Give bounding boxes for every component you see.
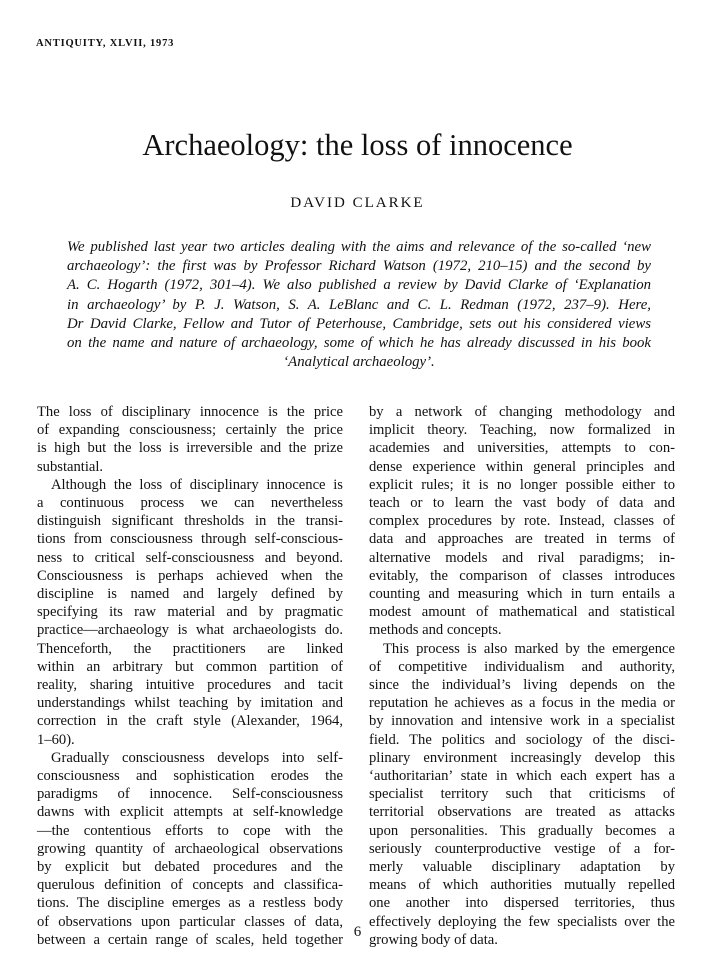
abstract-line: ‘Analytical archaeology’. [283,354,435,371]
text-line: reality, sharing intuitive procedures and tacit [37,677,343,694]
abstract-line: Dr David Clarke, Fellow and Tutor of Peterhouse, Cambridge, sets out his considered views [67,315,651,332]
text-line: querulous definition of concepts and classifica- [37,877,343,894]
text-line: alternative models and rival paradigms; in- [369,549,675,566]
text-line: ‘authoritarian’ state in which each expert has a [369,768,675,785]
text-line: since the individual’s living depends on the [369,677,675,694]
abstract-line: We published last year two articles dealing with the aims and relevance of the so-called ‘new [67,239,651,255]
abstract-line: in archaeology’ by P. J. Watson, S. A. LeBlanc and C. L. Redman (1972, 237–9). Here, [67,296,651,313]
text-line: of observations upon particular classes of data, [37,913,343,930]
abstract-line: archaeology’: the first was by Professor Richard Watson (1972, 210–15) and the second by [67,258,651,275]
text-line: distinguish significant thresholds in the transi- [37,513,343,530]
text-line: merly valuable disciplinary adaptation by [369,859,675,876]
text-line: substantial. [37,458,104,475]
text-line: dense experience within general principles and [369,458,675,475]
text-line: This process is also marked by the emergence [383,640,675,657]
text-line: Gradually consciousness develops into self- [51,749,343,766]
author-name: DAVID CLARKE [290,195,425,211]
text-line: growing body of data. [369,931,498,948]
text-line: within an arbitrary but common partition of [37,658,343,675]
text-line: by innovation and intensive work in a specialist [369,713,675,730]
text-line: one another into dispersed territories, thus [369,895,675,912]
text-line: tions. The discipline emerges as a restless body [37,895,343,912]
text-line: The loss of disciplinary innocence is the price [37,404,343,420]
text-line: Consciousness is perhaps achieved when the [37,567,343,584]
text-line: is high but the loss is irreversible and the prize [37,440,343,457]
text-line: Although the loss of disciplinary innocence is [51,476,343,493]
text-line: by explicit but debated procedures and the [37,859,343,876]
text-line: methods and concepts. [369,622,502,639]
text-line: tions from consciousness through self-conscious- [37,531,343,548]
text-line: implicit theory. Teaching, now formalized in [369,422,675,439]
text-line: correction in the craft style (Alexander, 1964, [37,713,343,730]
text-line: plinary environment increasingly develop this [369,749,675,766]
page-number: 6 [353,924,362,940]
text-line: territorial observations are treated as attacks [369,804,675,821]
text-line: seriously counterproductive vestige of a for- [369,840,675,857]
text-line: effectively deploying the few specialists over the [369,913,675,930]
text-line: evitably, the comparison of classes introduces [369,567,675,584]
abstract-line: A. C. Hogarth (1972, 301–4). We also published a review by David Clarke of ‘Explanation [67,277,651,294]
text-line: Thenceforth, the practitioners are linked [37,640,343,657]
editorial-abstract [67,238,651,372]
text-line: dawns with explicit attempts at self-knowledge [37,804,343,821]
text-line: teach or to learn the vast body of data and [369,495,675,512]
text-line: specifying its raw material and by pragmatic [37,604,343,621]
abstract-line: on the name and nature of archaeology, some of which he has already discussed in his book [67,335,651,352]
text-line: ness to critical self-consciousness and beyond. [37,549,343,566]
text-line: specialist territory such that criticisms of [369,786,675,803]
text-line: complex procedures by rote. Instead, classes of [369,513,675,530]
text-line: counting and measuring which in turn entails a [369,586,675,603]
running-head: ANTIQUITY, XLVII, 1973 [36,38,175,49]
text-line: understandings whilst teaching by imitation and [37,695,343,712]
text-line: a continuous process we can nevertheless [37,495,343,512]
text-line: data and approaches are treated in terms of [369,531,675,548]
text-line: growing quantity of archaeological observations [37,840,343,857]
text-line: upon personalities. This gradually becomes a [369,822,675,839]
right-column [369,403,675,949]
text-line: field. The politics and sociology of the disci- [369,731,675,748]
left-column [37,403,343,949]
text-line: of competitive individualism and authority, [369,658,675,675]
text-line: means of which authorities mutually repelled [369,877,675,894]
text-line: modest amount of mathematical and statistical [369,604,675,621]
text-line: 1–60). [37,731,75,748]
text-line: reputation he achieves as a focus in the media or [369,695,675,712]
text-line: between a certain range of scales, held together [37,931,343,948]
text-line: practice—archaeology is what archaeologists do. [37,622,343,639]
text-line: of expanding consciousness; certainly the price [37,422,343,439]
text-line: —the contentious efforts to cope with the [37,822,343,839]
text-line: explicit rules; it is no longer possible either to [369,476,675,493]
text-line: by a network of changing methodology and [369,404,675,420]
text-line: consciousness and sophistication erodes the [37,768,343,785]
text-line: academies and universities, attempts to con- [369,440,675,457]
text-line: discipline is named and largely defined by [37,586,343,603]
article-title: Archaeology: the loss of innocence [142,128,573,162]
text-line: paradigms of innocence. Self-consciousness [37,786,343,803]
